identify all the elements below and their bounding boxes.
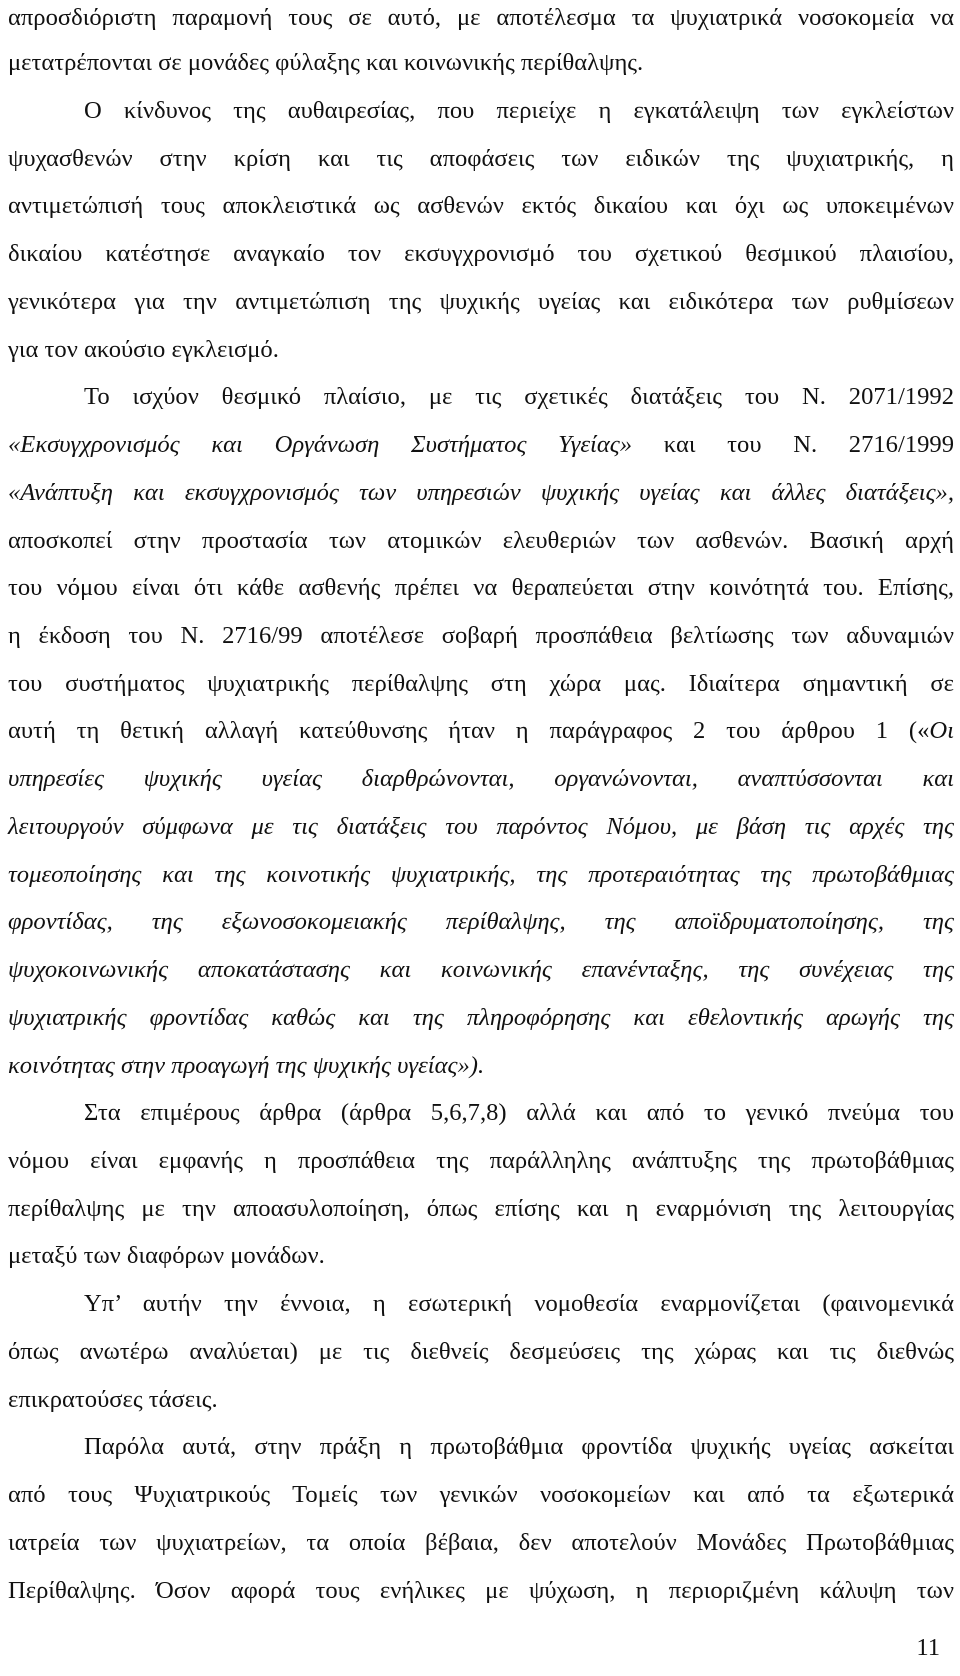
text-line	[8, 621, 954, 651]
text-run: του νόμου είναι ότι κάθε ασθενής πρέπει να θεραπεύεται στην κοινότητά του. Επίσης,	[8, 574, 954, 601]
text-line	[8, 1337, 954, 1367]
text-line	[8, 478, 954, 508]
italic-text-run: ψυχιατρικής φροντίδας καθώς και της πληροφόρησης και εθελοντικής αρωγής της	[8, 1004, 954, 1031]
text-line	[8, 1576, 954, 1606]
text-line	[8, 764, 954, 794]
italic-text-run: φροντίδας, της εξωνοσοκομειακής περίθαλψης, της αποϊδρυματοποίησης, της	[8, 908, 954, 935]
italic-text-run: υπηρεσίες ψυχικής υγείας διαρθρώνονται, οργανώνονται, αναπτύσσονται και	[8, 765, 954, 792]
text-run: Περίθαλψης. Όσον αφορά τους ενήλικες με ψύχωση, η περιοριζμένη κάλυψη των	[8, 1577, 954, 1604]
text-line	[8, 96, 954, 126]
text-line	[8, 191, 954, 221]
text-line	[8, 812, 954, 842]
text-run: για τον ακούσιο εγκλεισμό.	[8, 336, 279, 363]
text-line	[8, 335, 954, 365]
text-run: νόμου είναι εμφανής η προσπάθεια της παράλληλης ανάπτυξης της πρωτοβάθμιας	[8, 1147, 954, 1174]
text-run: απροσδιόριστη παραμονή τους σε αυτό, με αποτέλεσμα τα ψυχιατρικά νοσοκομεία να	[8, 4, 954, 31]
text-run: Το ισχύον θεσμικό πλαίσιο, με τις σχετικές διατάξεις του Ν. 2071/1992	[84, 383, 954, 410]
document-page	[8, 0, 954, 1676]
text-line	[8, 1051, 954, 1081]
page-number: 11	[916, 1634, 940, 1661]
text-line	[8, 239, 954, 269]
text-run: μετατρέπονται σε μονάδες φύλαξης και κοινωνικής περίθαλψης.	[8, 49, 644, 76]
text-line	[8, 1146, 954, 1176]
text-run: ψυχασθενών στην κρίση και τις αποφάσεις των ειδικών της ψυχιατρικής, η	[8, 145, 954, 172]
text-line	[8, 907, 954, 937]
text-run: γενικότερα για την αντιμετώπιση της ψυχικής υγείας και ειδικότερα των ρυθμίσεων	[8, 288, 954, 315]
text-run: και του Ν. 2716/1999	[632, 431, 955, 458]
text-line	[8, 382, 954, 412]
text-line	[8, 955, 954, 985]
text-run: η έκδοση του Ν. 2716/99 αποτέλεσε σοβαρή προσπάθεια βελτίωσης των αδυναμιών	[8, 622, 954, 649]
text-line	[8, 669, 954, 699]
text-line	[8, 3, 954, 33]
text-line	[8, 48, 954, 78]
text-run: δικαίου κατέστησε αναγκαίο τον εκσυγχρονισμό του σχετικού θεσμικού πλαισίου,	[8, 240, 954, 267]
text-run: επικρατούσες τάσεις.	[8, 1386, 218, 1413]
text-run: αποσκοπεί στην προστασία των ατομικών ελευθεριών των ασθενών. Βασική αρχή	[8, 527, 954, 554]
italic-text-run: λειτουργούν σύμφωνα με τις διατάξεις του παρόντος Νόμου, με βάση τις αρχές της	[8, 813, 954, 840]
text-run: Υπ’ αυτήν την έννοια, η εσωτερική νομοθεσία εναρμονίζεται (φαινομενικά	[84, 1290, 954, 1317]
italic-text-run: Οι	[929, 717, 954, 744]
italic-text-run: «Ανάπτυξη και εκσυγχρονισμός των υπηρεσιών ψυχικής υγείας και άλλες διατάξεις»,	[8, 479, 954, 506]
text-line	[8, 430, 954, 460]
text-run: Ο κίνδυνος της αυθαιρεσίας, που περιείχε η εγκατάλειψη των εγκλείστων	[84, 97, 954, 124]
text-run: αυτή τη θετική αλλαγή κατεύθυνσης ήταν η παράγραφος 2 του άρθρου 1 («	[8, 717, 930, 744]
text-line	[8, 716, 954, 746]
italic-text-run: ψυχοκοινωνικής αποκατάστασης και κοινωνικής επανένταξης, της συνέχειας της	[8, 956, 954, 983]
text-line	[8, 573, 954, 603]
text-run: περίθαλψης με την αποασυλοποίηση, όπως επίσης και η εναρμόνιση της λειτουργίας	[8, 1195, 954, 1222]
text-line	[8, 1480, 954, 1510]
text-run: του συστήματος ψυχιατρικής περίθαλψης στη χώρα μας. Ιδιαίτερα σημαντική σε	[8, 670, 954, 697]
italic-text-run: τομεοποίησης και της κοινοτικής ψυχιατρικής, της προτεραιότητας της πρωτοβάθμιας	[8, 861, 954, 888]
text-line	[8, 287, 954, 317]
italic-text-run: «Εκσυγχρονισμός και Οργάνωση Συστήματος Υγείας»	[8, 431, 633, 458]
text-run: μεταξύ των διαφόρων μονάδων.	[8, 1242, 325, 1269]
italic-text-run: κοινότητας στην προαγωγή της ψυχικής υγείας»).	[8, 1052, 485, 1079]
text-run: αντιμετώπισή τους αποκλειστικά ως ασθενών εκτός δικαίου και όχι ως υποκειμένων	[8, 192, 954, 219]
text-line	[8, 1289, 954, 1319]
text-run: Παρόλα αυτά, στην πράξη η πρωτοβάθμια φροντίδα ψυχικής υγείας ασκείται	[84, 1433, 954, 1460]
text-line	[8, 526, 954, 556]
text-line	[8, 1385, 954, 1415]
text-line	[8, 1432, 954, 1462]
text-line	[8, 860, 954, 890]
text-run: Στα επιμέρους άρθρα (άρθρα 5,6,7,8) αλλά και από το γενικό πνεύμα του	[84, 1099, 954, 1126]
text-line	[8, 1528, 954, 1558]
text-line	[8, 1098, 954, 1128]
text-run: όπως ανωτέρω αναλύεται) με τις διεθνείς δεσμεύσεις της χώρας και τις διεθνώς	[8, 1338, 954, 1365]
text-run: από τους Ψυχιατρικούς Τομείς των γενικών νοσοκομείων και από τα εξωτερικά	[8, 1481, 954, 1508]
text-line	[8, 1194, 954, 1224]
text-line	[8, 144, 954, 174]
text-line	[8, 1241, 954, 1271]
text-line	[8, 1003, 954, 1033]
text-run: ιατρεία των ψυχιατρείων, τα οποία βέβαια, δεν αποτελούν Μονάδες Πρωτοβάθμιας	[8, 1529, 954, 1556]
